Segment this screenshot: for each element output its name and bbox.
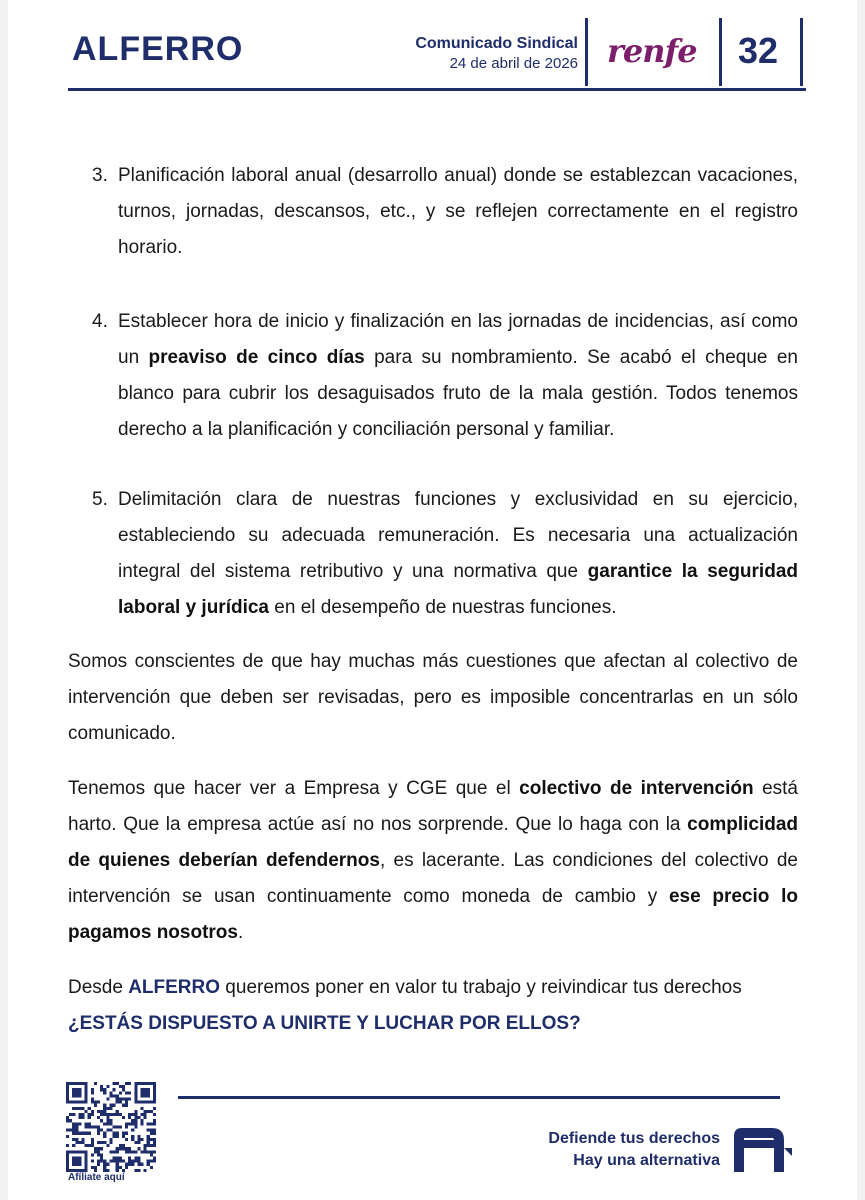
bold-text: colectivo de intervención: [519, 778, 754, 799]
item-number: 5.: [92, 489, 108, 510]
text-run: para su nombramiento. Se acabó el cheque en blanco para cubrir los desaguisados fruto de la mala gestión. Todos tenemos derecho a la planificación y conciliación personal y familiar.: [118, 347, 798, 440]
item-text: [118, 158, 798, 266]
item-text: [118, 482, 798, 626]
text-run: está harto. Que la empresa actúe así no nos sorprende. Que lo haga con la: [68, 778, 798, 835]
alferro-logo: ALFERRO: [72, 30, 244, 68]
qr-code[interactable]: [66, 1082, 156, 1172]
text-run: .: [237, 922, 244, 943]
footer-rule: [178, 1096, 780, 1099]
call-to-action: ¿ESTÁS DISPUESTO A UNIRTE Y LUCHAR POR ELLOS?: [68, 1013, 581, 1034]
bold-text: garantice la seguridad laboral y jurídica: [118, 561, 798, 618]
closing-rest: queremos poner en valor tu trabajo y reivindicar tus derechos: [220, 977, 742, 998]
comunicado-date: 24 de abril de 2026: [449, 55, 578, 72]
text-run: en el desempeño de nuestras funciones.: [269, 597, 617, 618]
closing-lead: Desde: [68, 977, 129, 998]
text-run: Tenemos que hacer ver a Empresa y CGE que el: [68, 778, 520, 799]
qr-caption: Afíliate aquí: [68, 1172, 125, 1183]
text-run: , es lacerante. Las condiciones del colectivo de intervención se usan continuamente como moneda de cambio y: [68, 850, 798, 907]
list-item: [92, 304, 798, 448]
body-paragraph: [68, 644, 798, 752]
slogan-line-1: Defiende tus derechos: [548, 1130, 720, 1147]
text-run: Establecer hora de inicio y finalización en las jornadas de incidencias, así como un: [118, 311, 798, 368]
text-run: Delimitación clara de nuestras funciones y exclusividad en su ejercicio, estableciendo su adecuada remuneración. Es necesaria una actualización integral del sistema retributivo y una normativa que: [118, 489, 798, 582]
bold-text: complicidad de quienes deberían defendernos: [68, 814, 798, 871]
page-number: 32: [738, 30, 779, 71]
footer-slogan: [548, 1128, 720, 1172]
header-divider: [719, 18, 722, 86]
alferro-mark-icon: [732, 1126, 792, 1172]
text-run: Somos conscientes de que hay muchas más cuestiones que afectan al colectivo de intervención que deben ser revisadas, pero es imposible concentrarlas en un sólo comunicado.: [68, 651, 798, 744]
slogan-line-2: Hay una alternativa: [573, 1152, 720, 1169]
item-number: 3.: [92, 165, 108, 186]
header-divider: [585, 18, 588, 86]
item-text: [118, 304, 798, 448]
bold-text: preaviso de cinco días: [148, 347, 365, 368]
body-paragraph: [68, 771, 798, 951]
closing-brand: ALFERRO: [128, 977, 221, 998]
page-frame-left: [0, 0, 8, 1200]
list-item: [92, 158, 798, 266]
closing-paragraph: [68, 970, 798, 1042]
header-rule: [68, 88, 806, 91]
renfe-logo: renfe: [607, 32, 697, 70]
bold-text: ese precio lo pagamos nosotros: [68, 886, 798, 943]
page-frame-right: [857, 0, 865, 1200]
comunicado-title: Comunicado Sindical: [415, 35, 578, 52]
comunicado-block: [415, 34, 578, 73]
list-item: [92, 482, 798, 626]
text-run: Planificación laboral anual (desarrollo anual) donde se establezcan vacaciones, turnos, jornadas, descansos, etc., y se reflejen correctamente en el registro horario.: [118, 165, 798, 258]
item-number: 4.: [92, 311, 108, 332]
header-divider: [800, 18, 803, 86]
